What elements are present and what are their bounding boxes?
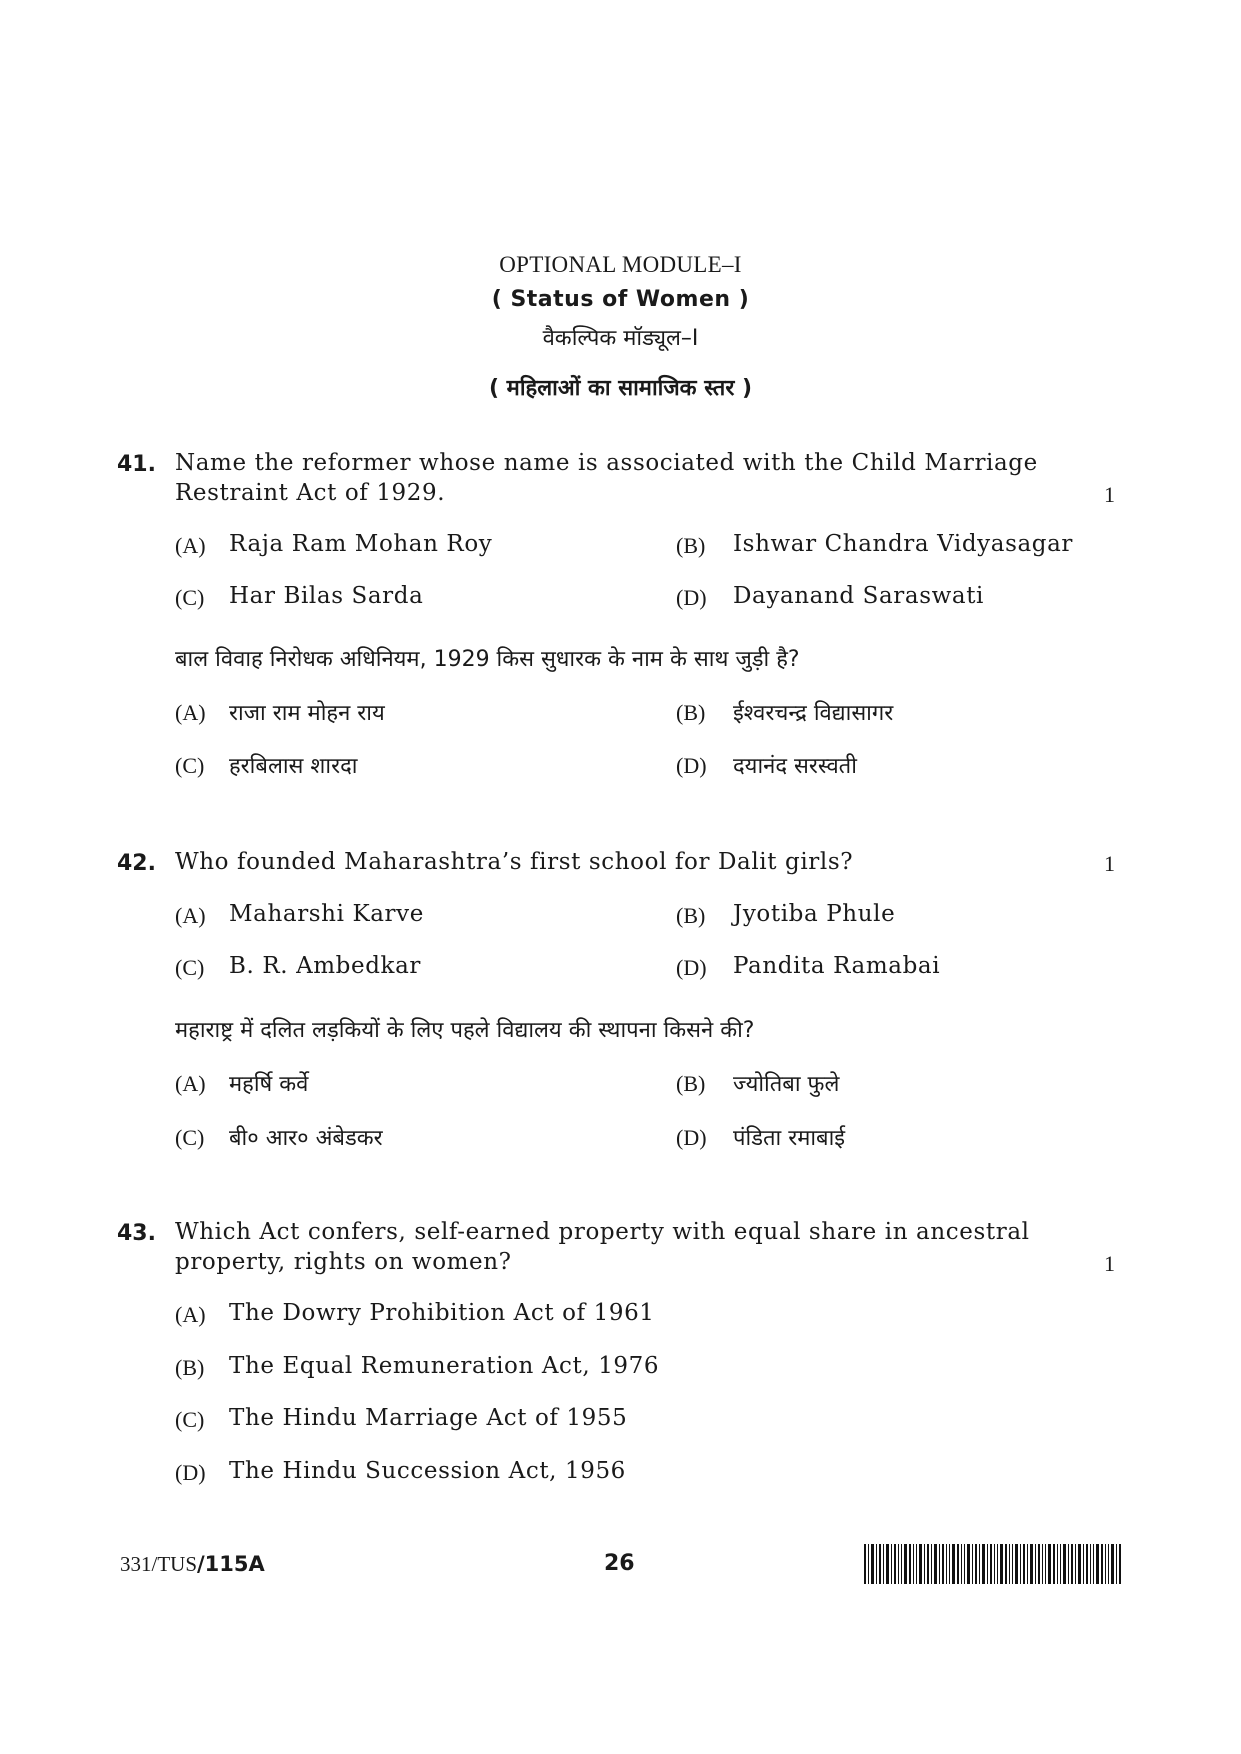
question-marks: 1 [1104, 482, 1115, 507]
question-text-line1: Name the reformer whose name is associated with the Child Marriage [175, 450, 1038, 476]
option-b-label: (B) [676, 903, 706, 928]
module-subtitle: ( Status of Women ) [491, 287, 750, 312]
option-c-text: B. R. Ambedkar [229, 953, 421, 979]
question-number: 42. [117, 851, 156, 876]
hindi-option-a-text: राजा राम मोहन राय [229, 701, 385, 726]
option-b-text: Jyotiba Phule [733, 901, 896, 927]
hindi-question-text: बाल विवाह निरोधक अधिनियम, 1929 किस सुधारक के नाम के साथ जुड़ी है? [175, 647, 800, 672]
hindi-option-c-label: (C) [175, 753, 205, 778]
option-c-text: Har Bilas Sarda [229, 583, 424, 609]
hindi-option-b-label: (B) [676, 700, 706, 725]
option-b-text: Ishwar Chandra Vidyasagar [733, 531, 1074, 557]
hindi-option-d-label: (D) [676, 1125, 707, 1150]
hindi-option-c-text: बी० आर० अंबेडकर [229, 1126, 383, 1151]
option-c-label: (C) [175, 955, 205, 980]
page-number: 26 [604, 1551, 635, 1576]
hindi-question-text: महाराष्ट्र में दलित लड़कियों के लिए पहले विद्यालय की स्थापना किसने की? [175, 1018, 755, 1043]
option-c-label: (C) [175, 585, 205, 610]
hindi-option-a-label: (A) [175, 1071, 206, 1096]
option-b-label: (B) [175, 1355, 205, 1380]
option-d-text: Dayanand Saraswati [733, 583, 985, 609]
option-a-label: (A) [175, 1302, 206, 1327]
option-a-text: Maharshi Karve [229, 901, 424, 927]
hindi-option-d-text: पंडिता रमाबाई [733, 1126, 846, 1151]
paper-code-prefix: 331/TUS [120, 1552, 198, 1576]
hindi-option-d-label: (D) [676, 753, 707, 778]
hindi-option-b-text: ज्योतिबा फुले [733, 1072, 840, 1097]
hindi-option-d-text: दयानंद सरस्वती [733, 754, 857, 779]
option-a-label: (A) [175, 903, 206, 928]
question-number: 43. [117, 1221, 156, 1246]
hindi-module-title: वैकल्पिक मॉड्यूल–I [542, 326, 699, 351]
option-d-label: (D) [676, 955, 707, 980]
paper-code [120, 1552, 265, 1577]
hindi-option-a-label: (A) [175, 700, 206, 725]
hindi-option-c-label: (C) [175, 1125, 205, 1150]
barcode-icon [864, 1544, 1121, 1584]
option-b-text: The Equal Remuneration Act, 1976 [229, 1353, 660, 1379]
option-a-text: Raja Ram Mohan Roy [229, 531, 493, 557]
option-a-label: (A) [175, 533, 206, 558]
hindi-option-a-text: महर्षि कर्वे [229, 1072, 309, 1097]
option-d-text: Pandita Ramabai [733, 953, 941, 979]
question-text-line1: Who founded Maharashtra’s first school for Dalit girls? [175, 849, 854, 875]
option-d-label: (D) [175, 1460, 206, 1485]
option-d-label: (D) [676, 585, 707, 610]
hindi-option-b-label: (B) [676, 1071, 706, 1096]
question-text-line2: Restraint Act of 1929. [175, 480, 446, 506]
hindi-module-subtitle: ( महिलाओं का सामाजिक स्तर ) [488, 376, 753, 401]
option-d-text: The Hindu Succession Act, 1956 [229, 1458, 626, 1484]
module-title: OPTIONAL MODULE–I [499, 252, 742, 277]
question-marks: 1 [1104, 1251, 1115, 1276]
paper-code-suffix: /115A [197, 1552, 265, 1576]
option-c-text: The Hindu Marriage Act of 1955 [229, 1405, 628, 1431]
question-number: 41. [117, 452, 156, 477]
question-text-line2: property, rights on women? [175, 1249, 512, 1275]
option-c-label: (C) [175, 1407, 205, 1432]
hindi-option-c-text: हरबिलास शारदा [229, 754, 358, 779]
option-b-label: (B) [676, 533, 706, 558]
question-marks: 1 [1104, 851, 1115, 876]
hindi-option-b-text: ईश्वरचन्द्र विद्यासागर [733, 701, 894, 726]
option-a-text: The Dowry Prohibition Act of 1961 [229, 1300, 655, 1326]
question-text-line1: Which Act confers, self-earned property with equal share in ancestral [175, 1219, 1030, 1245]
